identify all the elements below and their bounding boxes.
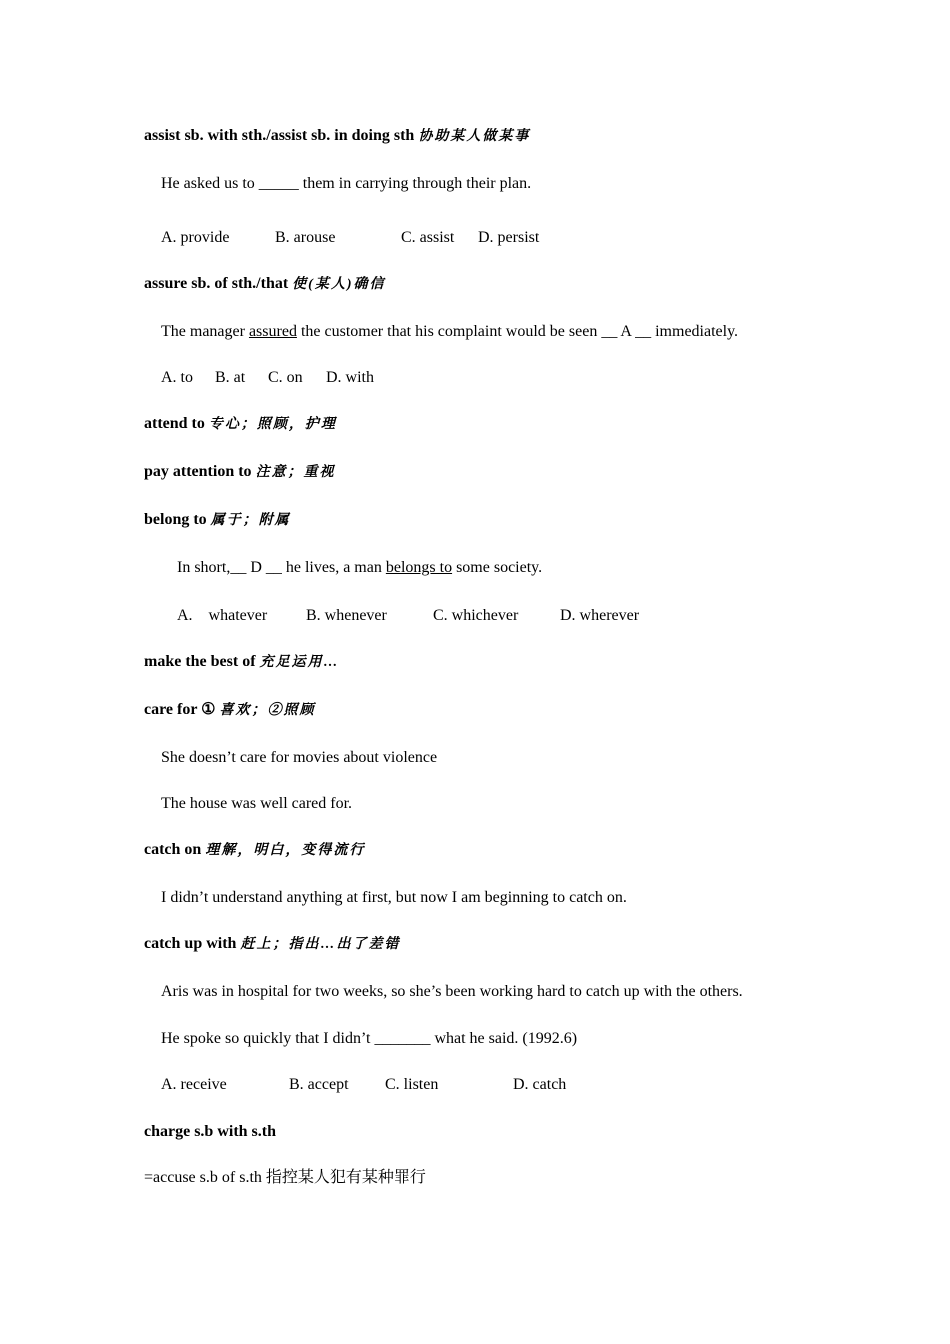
option-d: D. persist <box>478 229 540 246</box>
entry-catch-up <box>144 934 400 955</box>
option-a: A. provide <box>161 229 230 246</box>
entry-attend <box>144 414 337 435</box>
option-c: C. whichever <box>433 607 519 624</box>
option-b: B. at <box>215 369 246 386</box>
sentence-part: In short,__ D __ he lives, a man <box>177 559 386 576</box>
option-b: B. whenever <box>306 607 387 624</box>
option-a: A. to <box>161 369 193 386</box>
example-sentence: The house was well cared for. <box>161 795 353 812</box>
entry-meaning: 协助某人做某事 <box>418 129 531 144</box>
entry-meaning: 赶上；指出…出了差错 <box>240 937 401 952</box>
example-sentence <box>177 558 542 578</box>
option-d: D. with <box>326 369 374 386</box>
entry-term: catch up with <box>144 935 241 952</box>
entry-term: catch on <box>144 841 206 858</box>
entry-term: care for ① <box>144 701 220 718</box>
entry-meaning: 使(某人)确信 <box>292 277 386 292</box>
sentence-part: The manager <box>161 323 249 340</box>
entry-term: assure sb. of sth./that <box>144 275 293 292</box>
entry-term: assist sb. with sth./assist sb. in doing sth <box>144 127 419 144</box>
example-sentence: She doesn’t care for movies about violence <box>161 749 438 766</box>
sentence-part: the customer that his complaint would be seen __ A __ immediately. <box>296 323 739 340</box>
example-sentence: I didn’t understand anything at first, but now I am beginning to catch on. <box>161 889 627 906</box>
option-c: C. assist <box>401 229 455 246</box>
entry-meaning: 喜欢；②照顾 <box>219 703 316 718</box>
option-c: C. listen <box>385 1076 439 1093</box>
option-b: B. accept <box>289 1076 349 1093</box>
entry-term: attend to <box>144 415 209 432</box>
entry-make-best <box>144 652 340 673</box>
option-d: D. wherever <box>560 607 640 624</box>
entry-assist <box>144 126 530 147</box>
entry-term: pay attention to <box>144 463 256 480</box>
option-b: B. arouse <box>275 229 336 246</box>
entry-meaning: 专心；照顾，护理 <box>208 417 337 432</box>
entry-meaning: 充足运用… <box>259 655 340 670</box>
entry-meaning: 理解，明白，变得流行 <box>205 843 366 858</box>
option-a: A. whatever <box>177 607 268 624</box>
sentence-part: some society. <box>452 559 543 576</box>
example-sentence: Aris was in hospital for two weeks, so she’s been working hard to catch up with the others. <box>161 983 743 1000</box>
entry-charge <box>144 1122 276 1142</box>
entry-pay-attention <box>144 462 336 483</box>
entry-assure <box>144 274 386 295</box>
option-c: C. on <box>268 369 303 386</box>
underlined-term: assured <box>248 323 297 340</box>
charge-definition: =accuse s.b of s.th 指控某人犯有某种罪行 <box>144 1169 426 1186</box>
example-sentence: He asked us to _____ them in carrying through their plan. <box>161 175 532 192</box>
entry-catch-on <box>144 840 365 861</box>
entry-belong <box>144 510 291 531</box>
entry-meaning: 属于；附属 <box>210 513 291 528</box>
entry-meaning: 注意；重视 <box>255 465 336 480</box>
entry-term: charge s.b with s.th <box>144 1123 277 1140</box>
entry-care-for <box>144 700 316 721</box>
entry-term: belong to <box>144 511 211 528</box>
option-a: A. receive <box>161 1076 227 1093</box>
example-sentence: He spoke so quickly that I didn’t _______ what he said. (1992.6) <box>161 1030 578 1047</box>
entry-term: make the best of <box>144 653 260 670</box>
example-sentence <box>161 322 738 342</box>
underlined-term: belongs to <box>385 559 453 576</box>
option-d: D. catch <box>513 1076 567 1093</box>
